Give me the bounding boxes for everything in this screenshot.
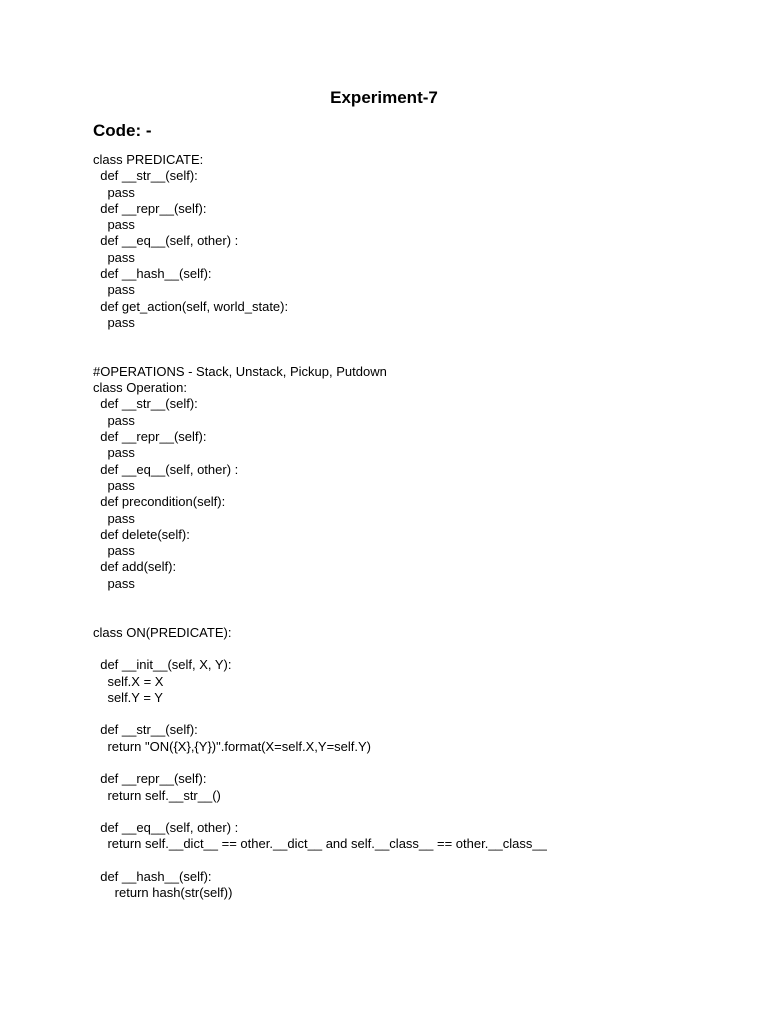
- code-line: [93, 755, 733, 771]
- code-line: return "ON({X},{Y})".format(X=self.X,Y=self.Y): [93, 738, 372, 754]
- code-line: pass: [93, 543, 135, 559]
- code-line: def __hash__(self):: [93, 869, 212, 885]
- code-line: [93, 641, 733, 657]
- code-line: pass: [93, 477, 135, 493]
- code-line: return self.__dict__ == other.__dict__ and self.__class__ == other.__class__: [93, 836, 547, 852]
- code-line: self.Y = Y: [93, 689, 163, 705]
- code-line: [93, 331, 733, 347]
- code-line: def delete(self):: [93, 526, 190, 542]
- code-line: [93, 608, 733, 624]
- code-line: pass: [93, 282, 135, 298]
- code-line: pass: [93, 249, 135, 265]
- code-line: pass: [93, 314, 135, 330]
- code-line: pass: [93, 184, 135, 200]
- code-line: def __eq__(self, other) :: [93, 820, 239, 836]
- code-line: pass: [93, 217, 135, 233]
- code-line: def add(self):: [93, 559, 177, 575]
- code-line: def __str__(self):: [93, 396, 198, 412]
- code-line: def __eq__(self, other) :: [93, 233, 239, 249]
- code-line: class PREDICATE:: [93, 152, 204, 167]
- code-line: def __str__(self):: [93, 722, 198, 738]
- code-line: def __init__(self, X, Y):: [93, 657, 232, 673]
- code-line: class ON(PREDICATE):: [93, 624, 232, 640]
- code-line: [93, 592, 733, 608]
- code-line: def get_action(self, world_state):: [93, 298, 289, 314]
- code-line: return self.__str__(): [93, 787, 221, 803]
- code-line: [93, 804, 733, 820]
- code-line: [93, 706, 733, 722]
- code-line: class Operation:: [93, 380, 187, 396]
- code-line: [93, 348, 733, 364]
- code-line: def __repr__(self):: [93, 771, 207, 787]
- document-title: Experiment-7: [330, 88, 438, 107]
- code-line: pass: [93, 412, 135, 428]
- code-line: return hash(str(self)): [93, 885, 233, 901]
- code-line: self.X = X: [93, 673, 164, 689]
- code-line: def __hash__(self):: [93, 266, 212, 282]
- code-line: def precondition(self):: [93, 494, 226, 510]
- code-line: [93, 853, 733, 869]
- code-line: def __repr__(self):: [93, 429, 207, 445]
- code-heading: Code: -: [93, 121, 152, 140]
- code-line: def __str__(self):: [93, 168, 198, 184]
- code-line: pass: [93, 445, 135, 461]
- code-line: def __eq__(self, other) :: [93, 461, 239, 477]
- code-line: #OPERATIONS - Stack, Unstack, Pickup, Putdown: [93, 363, 387, 379]
- code-line: pass: [93, 575, 135, 591]
- code-block: [93, 152, 733, 902]
- code-line: def __repr__(self):: [93, 200, 207, 216]
- code-line: pass: [93, 510, 135, 526]
